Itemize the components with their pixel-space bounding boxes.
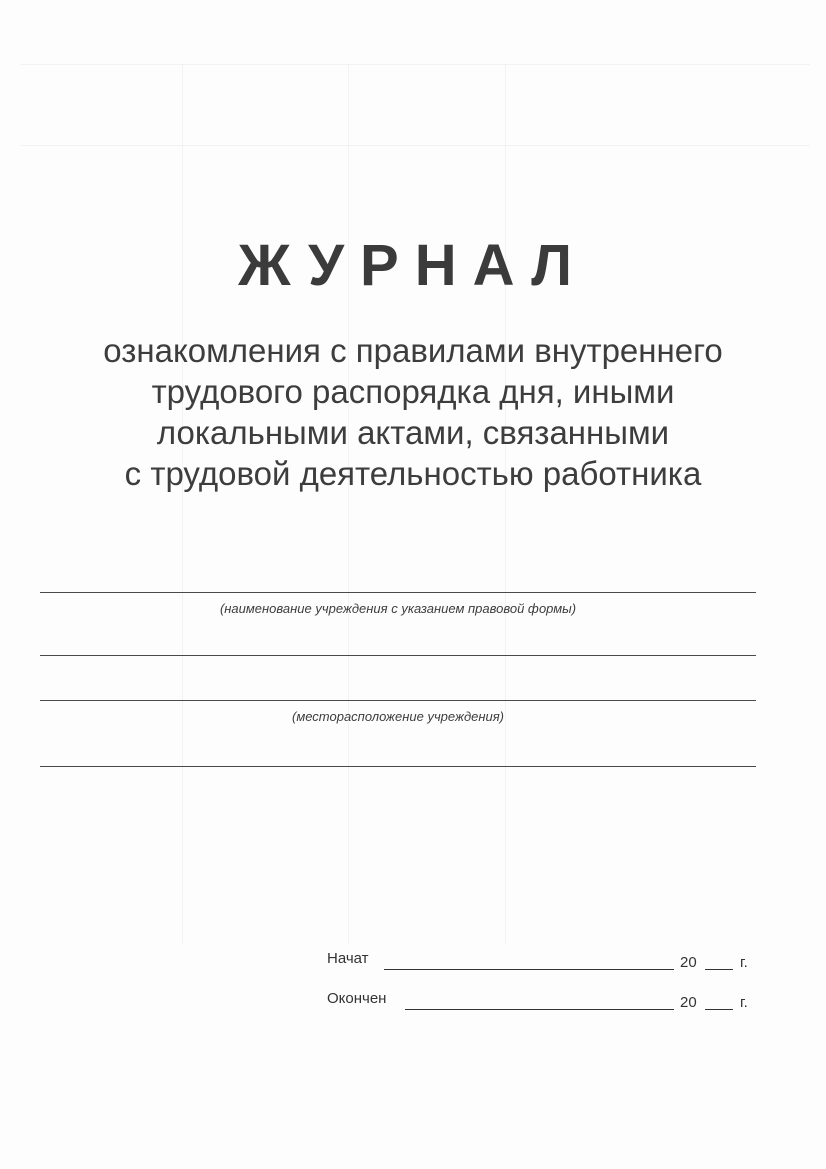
started-row (327, 950, 757, 974)
subtitle-line-1: ознакомления с правилами внутреннего (103, 332, 723, 369)
institution-name-line (40, 592, 756, 593)
journal-subtitle (40, 330, 786, 494)
ended-year-suffix: г. (740, 994, 748, 1011)
started-year-suffix: г. (740, 954, 748, 971)
subtitle-line-4: с трудовой деятельностью работника (124, 455, 702, 492)
bleed-through-col-3 (505, 64, 506, 944)
bleed-through-col-1 (182, 64, 183, 944)
subtitle-line-3: локальными актами, связанными (156, 414, 670, 451)
ended-year-prefix: 20 (680, 994, 697, 1011)
institution-name-caption: (наименование учреждения с указанием правовой формы) (219, 601, 577, 616)
bleed-through-mid-rule (20, 145, 810, 146)
bleed-through-top-rule (20, 64, 810, 65)
subtitle-line-2: трудового распорядка дня, иными (151, 373, 675, 410)
ended-label: Окончен (327, 990, 387, 1007)
bleed-through-col-2 (348, 64, 349, 944)
journal-title: ЖУРНАЛ (238, 233, 588, 298)
location-line-2 (40, 766, 756, 767)
started-year-prefix: 20 (680, 954, 697, 971)
institution-name-line-2 (40, 655, 756, 656)
ended-date-line (405, 1009, 674, 1010)
ended-year-line (705, 1009, 733, 1010)
started-date-line (384, 969, 674, 970)
ended-row (327, 990, 757, 1014)
started-year-line (705, 969, 733, 970)
location-caption: (месторасположение учреждения) (291, 709, 505, 724)
dates-block (327, 950, 757, 1020)
started-label: Начат (327, 950, 369, 967)
location-line (40, 700, 756, 701)
